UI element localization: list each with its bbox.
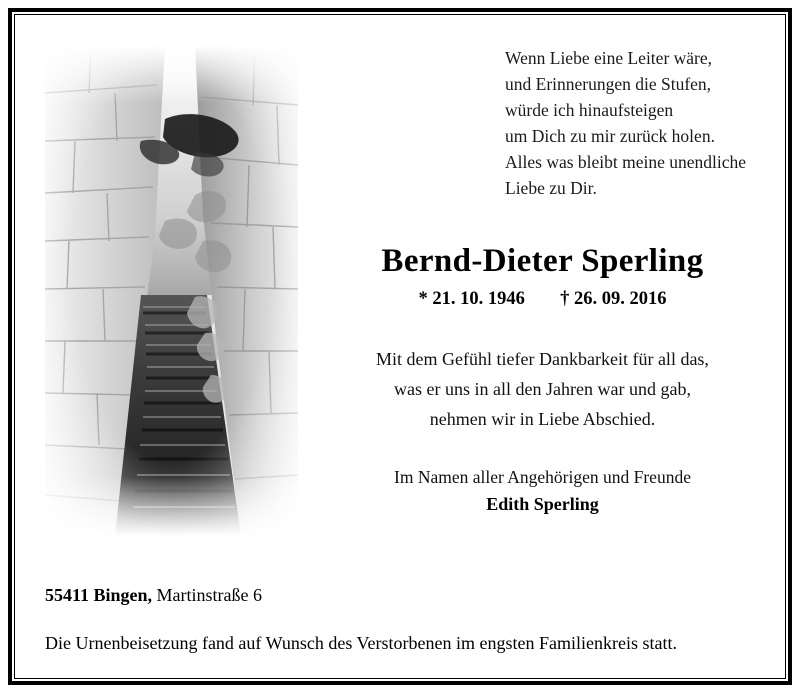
tribute-text: [315, 344, 770, 434]
obituary-text: [315, 45, 770, 518]
funeral-note: Die Urnenbeisetzung fand auf Wunsch des Verstorbenen im engsten Familienkreis statt.: [45, 633, 677, 653]
card-content: [15, 15, 785, 678]
tribute-line-2: was er uns in all den Jahren war und gab,: [394, 379, 691, 399]
death-date: † 26. 09. 2016: [560, 289, 667, 309]
tribute-line-1: Mit dem Gefühl tiefer Dankbarkeit für all das,: [376, 349, 709, 369]
card-footer: [45, 582, 755, 656]
verse-line-3: würde ich hinaufsteigen: [505, 100, 674, 120]
verse-line-1: Wenn Liebe eine Leiter wäre,: [505, 48, 713, 68]
address-street: Martinstraße 6: [152, 585, 262, 605]
deceased-name: Bernd-Dieter Sperling: [381, 243, 704, 279]
verse-line-2: und Erinnerungen die Stufen,: [505, 74, 712, 94]
address-city: 55411 Bingen,: [45, 585, 153, 605]
verse-line-5: Alles was bleibt meine unendliche: [505, 152, 747, 172]
signature-name: Edith Sperling: [486, 494, 599, 514]
family-statement: Im Namen aller Angehörigen und Freunde: [394, 467, 691, 487]
tribute-line-3: nehmen wir in Liebe Abschied.: [429, 409, 656, 429]
memorial-photo: [45, 45, 298, 536]
address-line: [45, 582, 755, 608]
birth-date: * 21. 10. 1946: [418, 289, 525, 309]
memorial-verse: [315, 45, 770, 201]
verse-line-6: Liebe zu Dir.: [505, 178, 597, 198]
verse-line-4: um Dich zu mir zurück holen.: [505, 126, 715, 146]
life-dates: [315, 289, 770, 310]
